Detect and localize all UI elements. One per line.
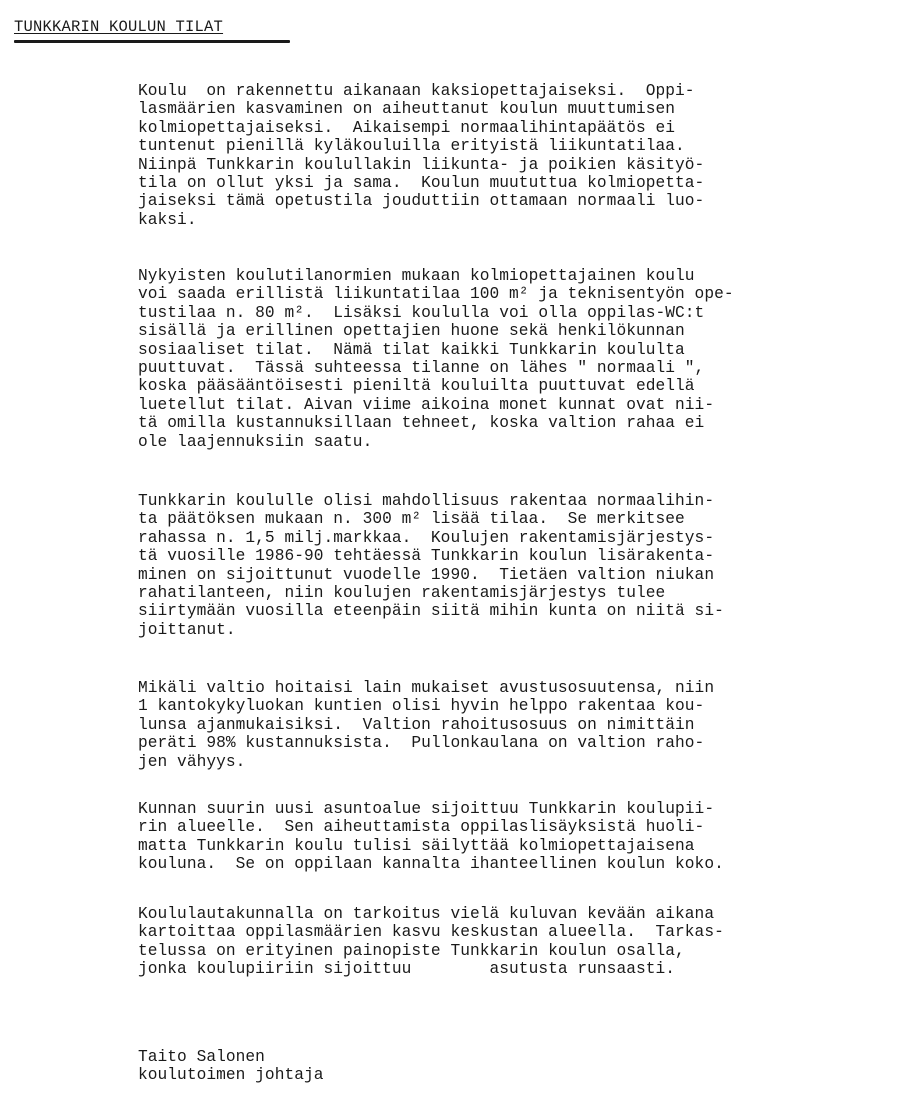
signature-name: Taito Salonen [138, 1048, 265, 1066]
paragraph-line: siirtymään vuosilla eteenpäin siitä mihin kunta on niitä si- [138, 602, 724, 621]
paragraph-line: ole laajennuksiin saatu. [138, 432, 373, 451]
paragraph-line: jen vähyys. [138, 752, 246, 771]
paragraph-line: tuntenut pienillä kyläkouluilla erityistä liikuntatilaa. [138, 137, 685, 156]
paragraph-line: tila on ollut yksi ja sama. Koulun muututtua kolmiopetta- [138, 174, 705, 193]
paragraph-line: jaiseksi tämä opetustila jouduttiin ottamaan normaali luo- [138, 192, 705, 211]
paragraph-line: Koululautakunnalla on tarkoitus vielä kuluvan kevään aikana [138, 905, 715, 923]
paragraph-line: 1 kantokykyluokan kuntien olisi hyvin helppo rakentaa kou- [138, 697, 705, 716]
paragraph-line: kolmiopettajaiseksi. Aikaisempi normaalihintapäätös ei [138, 118, 676, 137]
paragraph-5 [138, 800, 724, 874]
paragraph-line: Mikäli valtio hoitaisi lain mukaiset avustusosuutensa, niin [138, 679, 715, 697]
paragraph-line: ta päätöksen mukaan n. 300 m² lisää tilaa. Se merkitsee [138, 510, 685, 529]
paragraph-line: tä omilla kustannuksillaan tehneet, koska valtion rahaa ei [138, 414, 705, 433]
paragraph-line: voi saada erillistä liikuntatilaa 100 m² ja teknisentyön ope- [138, 285, 734, 304]
paragraph-line: kaksi. [138, 210, 197, 229]
document-title: TUNKKARIN KOULUN TILAT [14, 18, 224, 36]
paragraph-line: rahassa n. 1,5 milj.markkaa. Koulujen rakentamisjärjestys- [138, 528, 715, 547]
paragraph-line: kartoittaa oppilasmäärien kasvu keskustan alueella. Tarkas- [138, 923, 724, 942]
paragraph-line: lunsa ajanmukaisiksi. Valtion rahoitusosuus on nimittäin [138, 715, 695, 734]
paragraph-line: tustilaa n. 80 m². Lisäksi koululla voi olla oppilas-WC:t [138, 303, 705, 322]
paragraph-line: minen on sijoittunut vuodelle 1990. Tietäen valtion niukan [138, 565, 715, 584]
paragraph-line: jonka koulupiiriin sijoittuu asutusta runsaasti. [138, 960, 676, 979]
paragraph-line: peräti 98% kustannuksista. Pullonkaulana on valtion raho- [138, 734, 705, 753]
paragraph-line: telussa on erityinen painopiste Tunkkarin koulun osalla, [138, 941, 685, 960]
paragraph-6 [138, 905, 724, 979]
paragraph-line: Tunkkarin koululle olisi mahdollisuus rakentaa normaalihin- [138, 492, 715, 510]
paragraph-line: kouluna. Se on oppilaan kannalta ihanteellinen koulun koko. [138, 855, 724, 874]
paragraph-line: Niinpä Tunkkarin koulullakin liikunta- ja poikien käsityö- [138, 155, 705, 174]
paragraph-2 [138, 267, 734, 451]
paragraph-line: tä vuosille 1986-90 tehtäessä Tunkkarin koulun lisärakenta- [138, 547, 715, 566]
signature-block [138, 1048, 324, 1085]
paragraph-3 [138, 492, 724, 639]
paragraph-1 [138, 82, 704, 229]
paragraph-line: Kunnan suurin uusi asuntoalue sijoittuu Tunkkarin koulupii- [138, 800, 715, 818]
paragraph-line: rahatilanteen, niin koulujen rakentamisjärjestys tulee [138, 584, 666, 603]
paragraph-line: matta Tunkkarin koulu tulisi säilyttää kolmiopettajaisena [138, 836, 695, 855]
paragraph-line: koska pääsääntöisesti pieniltä kouluilta puuttuvat edellä [138, 377, 695, 396]
signature-role: koulutoimen johtaja [138, 1066, 324, 1085]
paragraph-4 [138, 679, 714, 771]
paragraph-line: puuttuvat. Tässä suhteessa tilanne on lähes " normaali ", [138, 359, 705, 378]
paragraph-line: sosiaaliset tilat. Nämä tilat kaikki Tunkkarin koululta [138, 340, 685, 359]
paragraph-line: lasmäärien kasvaminen on aiheuttanut koulun muuttumisen [138, 100, 676, 119]
paragraph-line: sisällä ja erillinen opettajien huone sekä henkilökunnan [138, 322, 685, 341]
paragraph-line: joittanut. [138, 620, 236, 639]
paragraph-line: Koulu on rakennettu aikanaan kaksiopettajaiseksi. Oppi- [138, 82, 695, 100]
title-underline-rule [14, 40, 290, 43]
paragraph-line: rin alueelle. Sen aiheuttamista oppilaslisäyksistä huoli- [138, 818, 705, 837]
paragraph-line: Nykyisten koulutilanormien mukaan kolmiopettajainen koulu [138, 267, 695, 285]
paragraph-line: luetellut tilat. Aivan viime aikoina monet kunnat ovat nii- [138, 395, 715, 414]
